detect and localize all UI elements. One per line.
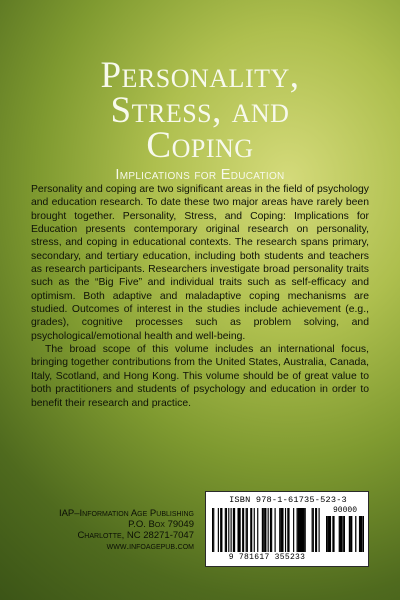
barcode-bar [313,508,314,552]
barcode-bar [247,508,248,552]
barcode-bar [319,508,320,552]
description-paragraph-2: The broad scope of this volume includes an international focus, bringing together contributions from the United States, Australia, Canada, Italy, Scotland, and Hong Kong. This volume should be of great value to both practitioners and students of psychology and education in order to benefit their research and practice. [31,344,369,409]
barcode-bar [262,508,264,552]
barcode-bar [327,516,328,552]
barcode-bar [268,508,269,552]
barcode-bar [344,516,345,552]
title-line-1: Personality, [100,55,300,96]
barcode-bar [275,508,276,552]
barcode-bar [213,508,214,552]
barcode-bar [270,508,271,552]
barcode-bar [339,516,340,552]
barcode-bar [254,508,255,552]
title-line-2: Stress, and [110,90,290,131]
publisher-name-rest: Information Age Publishing [79,508,194,519]
publisher-info [59,508,194,552]
barcode-bar [288,508,289,552]
isbn-label: ISBN 978-1-61735-523-3 [229,495,347,505]
barcode-bar [349,516,350,552]
publisher-website: www.infoagepub.com [106,541,194,552]
barcode-bar [257,508,258,552]
barcode-bar [332,516,334,552]
barcode-bar [330,516,331,552]
barcode-box [205,491,369,567]
book-description [31,183,369,410]
publisher-city: Charlotte, NC 28271-7047 [77,530,194,541]
barcode-bar [242,508,244,552]
publisher-name-prefix: IAP– [58,508,80,519]
barcode-bar [212,508,213,552]
addon-code-label: 90000 [332,506,357,515]
addon-barcode [326,516,364,552]
barcode-bar [293,508,294,552]
barcode-bar [297,508,298,552]
barcode-bar [221,508,222,552]
barcode-bar [265,508,266,552]
barcode-bar [303,508,304,552]
barcode-bar [280,508,281,552]
ean-barcode [212,508,322,552]
barcode-bar [360,516,362,552]
barcode-bar [350,516,352,552]
barcode-bar [279,508,280,552]
barcode-bar [302,508,303,552]
barcode-bar [285,508,286,552]
barcode-bar [326,516,327,552]
barcode-bar [233,508,234,552]
barcode-bar [226,508,227,552]
barcode-bar [342,516,343,552]
barcode-bar [315,508,317,552]
description-paragraph-1: Personality and coping are two significant areas in the field of psychology and education research. To date these two major areas have rarely been brought together. Personality, Stress, and Coping: Implications for Education presents contemporary original research on personality, stress, and coping in educational contexts. The research spans primary, secondary, and tertiary education, including both students and teachers as research participants. Researchers investigate broad personality traits such as the “Big Five” and individual traits such as self-efficacy and optimism. Both adaptive and maladaptive coping mechanisms are studied. Outcomes of interest in the studies include achievement (e.g., grades), cognitive processes such as problem solving, and psychological/emotional health and well-being. [31,184,369,342]
barcode-bar [231,508,232,552]
title-line-3: Coping [146,125,254,166]
barcode-bar [312,508,313,552]
barcode-bar [218,508,219,552]
publisher-po-box: P.O. Box 79049 [128,519,194,530]
barcode-bar [250,508,252,552]
barcode-bar [271,508,272,552]
barcode-bar [305,508,306,552]
book-subtitle: Implications for Education [115,167,285,183]
barcode-bar [228,508,229,552]
publisher-name [59,508,194,519]
book-title-block [30,55,370,183]
barcode-bar [363,516,364,552]
barcode-bar [355,516,356,552]
barcode-bar [234,508,235,552]
barcode-bar [225,508,226,552]
barcode-bar [246,508,247,552]
barcode-bar [340,516,342,552]
barcode-bar [281,508,283,552]
ean-digits-label: 9 781617 355233 [228,553,306,562]
barcode-bar [239,508,241,552]
